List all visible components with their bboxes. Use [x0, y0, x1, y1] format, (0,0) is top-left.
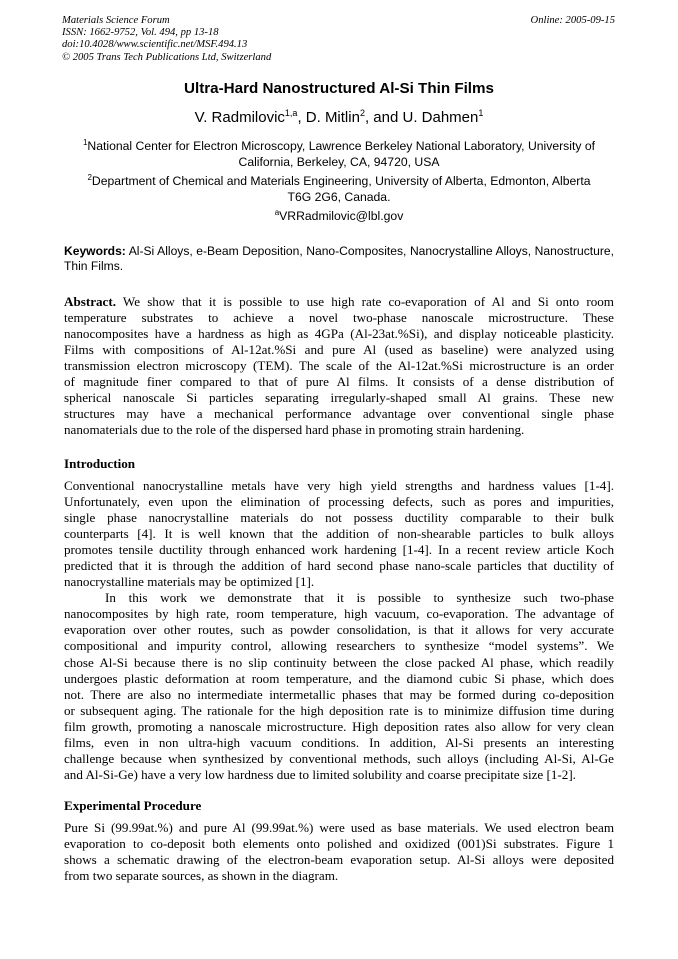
abstract-line: temperature substrates to achieve a novel two-phase nanoscale microstructure. These — [64, 310, 614, 326]
issn-line: ISSN: 1662-9752, Vol. 494, pp 13-18 — [62, 27, 219, 39]
abstract-line: spherical nanoscale Si particles separating irregularly-shaped small Al grains. These new — [64, 390, 614, 406]
author-superscript: 1 — [478, 108, 484, 118]
body-line: shows a schematic drawing of the electron-beam evaporation setup. Al-Si alloys were deposited — [64, 852, 614, 868]
doi-line: doi:10.4028/www.scientific.net/MSF.494.13 — [62, 39, 248, 51]
affiliation-text: National Center for Electron Microscopy, Lawrence Berkeley National Laboratory, University of — [87, 139, 596, 153]
abstract-line: nanomaterials due to the role of the dispersed hard phase in promoting strain hardening. — [64, 422, 525, 438]
email-address: VRRadmilovic@lbl.gov — [279, 209, 404, 223]
body-line: evaporation over other routes, such as powder consolidation, is that it allows for very accurate — [64, 622, 614, 638]
affiliation-2 — [62, 173, 616, 205]
author-name: , and U. Dahmen — [364, 109, 479, 126]
corresponding-email — [62, 208, 616, 224]
body-line: predicted that it is through the addition of hard second phase nano-scale particles that ductility of — [64, 558, 614, 574]
introduction-body — [64, 478, 614, 783]
body-line: nanocrystalline materials may be optimized [1]. — [64, 574, 315, 590]
body-line: and Al-Si-Ge) have a very low hardness due to limited solubility and coarse precipitate size [1-2]. — [64, 766, 576, 782]
author-superscript: 1,a — [284, 108, 298, 118]
abstract-line: nanocomposites have a hardness as high as 4GPa (Al-23at.%Si), and display noticeable plasticity. — [64, 326, 614, 342]
experimental-body — [64, 820, 614, 884]
body-line: undergoes plastic deformation at room temperature, and the diamond cubic Si phase, which does — [64, 670, 614, 686]
section-heading-experimental: Experimental Procedure — [64, 798, 202, 813]
keywords-text: Al-Si Alloys, e-Beam Deposition, Nano-Composites, Nanocrystalline Alloys, Nanostructure, Thin Films. — [64, 244, 614, 273]
body-line: promotes tensile ductility through enhanced work hardening [1-4]. In a recent review article Koch — [64, 542, 614, 558]
abstract-label: Abstract. — [64, 294, 116, 309]
abstract-line — [64, 294, 614, 310]
body-line: chose Al-Si because there is no slip continuity between the close packed Al phase, which readily — [64, 654, 614, 670]
affiliation-text: T6G 2G6, Canada. — [287, 190, 391, 204]
body-line: compositional and impurity control, allowing researchers to synthesize “model systems”. We — [64, 638, 614, 654]
affiliation-superscript: 1 — [82, 138, 88, 147]
body-line: film growth, promoting a nanoscale microstructure. High deposition rates also allow for very clean — [64, 718, 614, 734]
email-superscript: a — [274, 208, 280, 217]
body-line: nanocomposites by high rate, room temperature, high vacuum, co-evaporation. The advantage of — [64, 606, 614, 622]
abstract-line: transmission electron microscopy (TEM). The scale of the Al-12at.%Si microstructure is an order — [64, 358, 614, 374]
affiliation-1 — [62, 138, 616, 170]
affiliation-text: California, Berkeley, CA, 94720, USA — [238, 155, 440, 169]
affiliation-text: Department of Chemical and Materials Engineering, University of Alberta, Edmonton, Alberta — [91, 174, 591, 188]
body-line: not. There are also no intermediate intermetallic phases that may be formed during co-deposition — [64, 686, 614, 702]
journal-name: Materials Science Forum — [62, 15, 170, 26]
abstract-line: structures may have a mechanical performance advantage over conventional single phase — [64, 406, 614, 422]
body-line: or subsequent aging. The rationale for the high deposition rate is to minimize diffusion time during — [64, 702, 614, 718]
abstract-paragraph — [64, 294, 614, 438]
abstract-line: Films with compositions of Al-12at.%Si and pure Al (used as baseline) were analyzed using — [64, 342, 614, 358]
author-list — [62, 109, 616, 126]
body-line: films, even in non ultra-high vacuum conditions. In addition, Al-Si presents an interesting — [64, 734, 614, 750]
affiliation-superscript: 2 — [87, 173, 92, 182]
author-name: , D. Mitlin — [297, 109, 360, 126]
author-superscript: 2 — [359, 108, 365, 118]
abstract-text: We show that it is possible to use high rate co-evaporation of Al and Si onto room — [116, 294, 614, 309]
body-line: Unfortunately, even upon the elimination of processing defects, such as pores and impurities, — [64, 494, 614, 510]
paper-title: Ultra-Hard Nanostructured Al-Si Thin Films — [184, 80, 494, 97]
keywords-block — [64, 244, 614, 274]
section-heading-introduction: Introduction — [64, 456, 136, 471]
body-line: challenge because when synthesized by conventional methods, such alloys (including Al-Si, Al-Ge — [64, 750, 614, 766]
copyright-line: © 2005 Trans Tech Publications Ltd, Switzerland — [62, 51, 272, 63]
keywords-label: Keywords: — [64, 244, 126, 258]
body-line: Conventional nanocrystalline metals have very high yield strengths and hardness values [1-4]. — [64, 478, 614, 493]
body-line: In this work we demonstrate that it is possible to synthesize such two-phase — [105, 590, 614, 606]
author-name: V. Radmilovic — [194, 109, 285, 126]
journal-header — [62, 15, 462, 64]
online-date: Online: 2005-09-15 — [530, 15, 615, 26]
abstract-line: of magnitude finer compared to that of pure Al films. It consists of a dense distribution of — [64, 374, 614, 390]
body-line: counterparts [4]. It is well known that the addition of non-shearable particles to bulk alloys — [64, 526, 614, 542]
body-line: single phase nanocrystalline materials do not possess ductility comparable to their bulk — [64, 510, 614, 526]
body-line: Pure Si (99.99at.%) and pure Al (99.99at.%) were used as base materials. We used electron beam — [64, 820, 614, 835]
body-line: evaporation to co-deposit both elements onto polished and oxidized (001)Si substrates. Figure 1 — [64, 836, 614, 852]
body-line: from two separate sources, as shown in the diagram. — [64, 868, 339, 884]
